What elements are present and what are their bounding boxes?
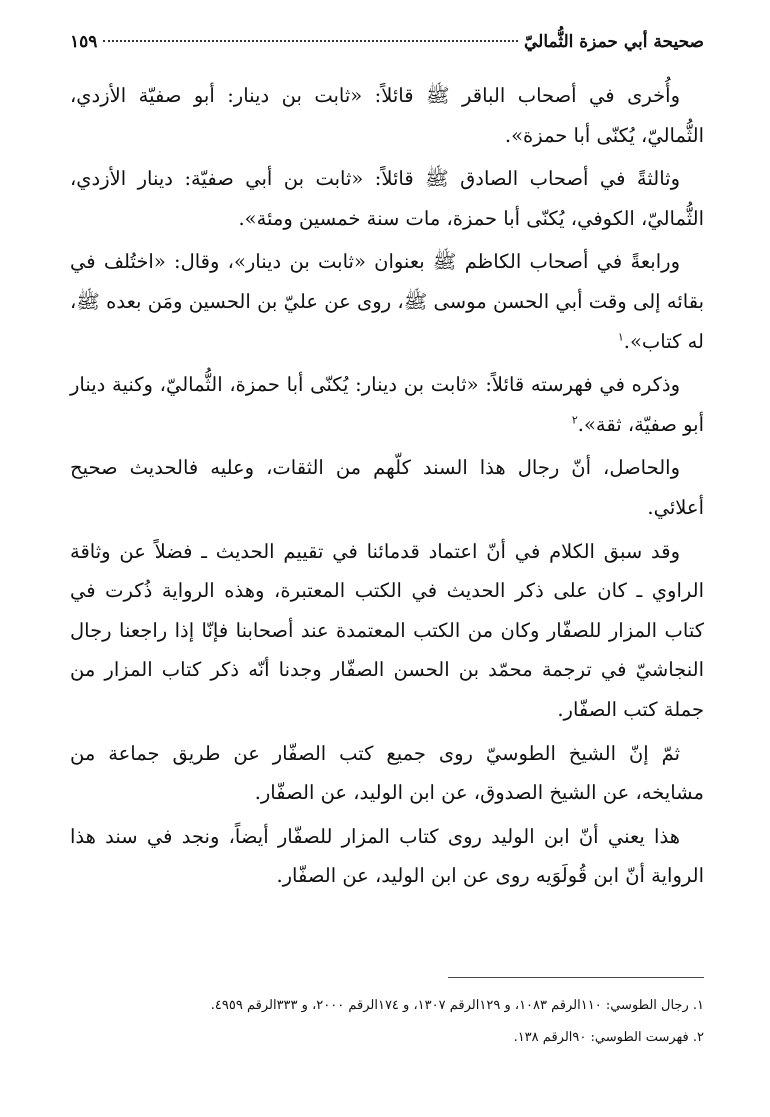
footnote-ref: ١	[617, 330, 624, 344]
paragraph-text: والحاصل، أنّ رجال هذا السند كلّهم من الثقات، وعليه فالحديث صحيح أعلائي.	[70, 456, 704, 519]
paragraph	[70, 817, 704, 896]
footnote-separator	[448, 977, 704, 978]
paragraph	[70, 365, 704, 444]
paragraph-text: هذا يعني أنّ ابن الوليد روى كتاب المزار للصفّار أيضاً، ونجد في سند هذا الرواية أنّ ابن قُولَوَيه روى عن ابن الوليد، عن الصفّار.	[70, 824, 704, 888]
paragraph-text: وقد سبق الكلام في أنّ اعتماد قدمائنا في تقييم الحديث ـ فضلاً عن وثاقة الراوي ـ كان على ذكر الحديث في الكتب المعتبرة، وهذه الرواية ذُكرت في كتاب المزار للصفّار وكان من الكتب المعتمدة عند أصحابنا فإنّا إذا راجعنا رجال النجاشيّ في ترجمة محمّد بن الحسن الصفّار وجدنا أنّه ذكر كتاب المزار من جملة كتب الصفّار.	[70, 539, 704, 721]
page-number: ١٥٩	[70, 32, 98, 52]
footnote-ref: ٢	[571, 413, 578, 427]
paragraph-text: وثالثةً في أصحاب الصادق ﷺ قائلاً: «ثابت بن أبي صفيّة: دينار الأزدي، الثُّماليّ، الكوفي، يُكنّى أبا حمزة، مات سنة خمسين ومئة».	[70, 167, 704, 230]
paragraph	[70, 242, 704, 361]
body-text	[70, 76, 704, 900]
footnote-item: ٢. فهرست الطوسي: ٩٠الرقم ١٣٨.	[513, 1030, 704, 1045]
dotted-leader	[103, 40, 518, 42]
paragraph	[70, 76, 704, 155]
running-title: صحيحة أبي حمزة الثُّماليّ	[523, 32, 704, 52]
page-header	[70, 32, 704, 52]
paragraph	[70, 532, 704, 730]
paragraph-text: وأُخرى في أصحاب الباقر ﷺ قائلاً: «ثابت بن دينار: أبو صفيّة الأزدي، الثُّماليّ، يُكنّى أبا حمزة».	[70, 84, 704, 147]
paragraph-text: ثمّ إنّ الشيخ الطوسيّ روى جميع كتب الصفّار عن طريق جماعة من مشايخه، عن الشيخ الصدوق، عن ابن الوليد، عن الصفّار.	[70, 741, 704, 805]
paragraph	[70, 448, 704, 527]
footnote-item: ١. رجال الطوسي: ١١٠الرقم ١٠٨٣، و ١٢٩الرقم ١٣٠٧، و ١٧٤الرقم ٢٠٠٠، و ٣٣٣الرقم ٤٩٥٩.	[210, 998, 704, 1013]
paragraph-text: وذكره في فهرسته قائلاً: «ثابت بن دينار: يُكنّى أبا حمزة، الثُّماليّ، وكنية دينار أبو صفيّة، ثقة».	[70, 373, 704, 436]
footnotes	[66, 990, 704, 1054]
paragraph	[70, 159, 704, 238]
paragraph	[70, 734, 704, 813]
paragraph-text: ورابعةً في أصحاب الكاظم ﷺ بعنوان «ثابت بن دينار»، وقال: «اختُلف في بقائه إلى وقت أبي الحسن موسى ﷺ، روى عن عليّ بن الحسين ومَن بعده ﷺ، له كتاب».	[70, 250, 704, 353]
